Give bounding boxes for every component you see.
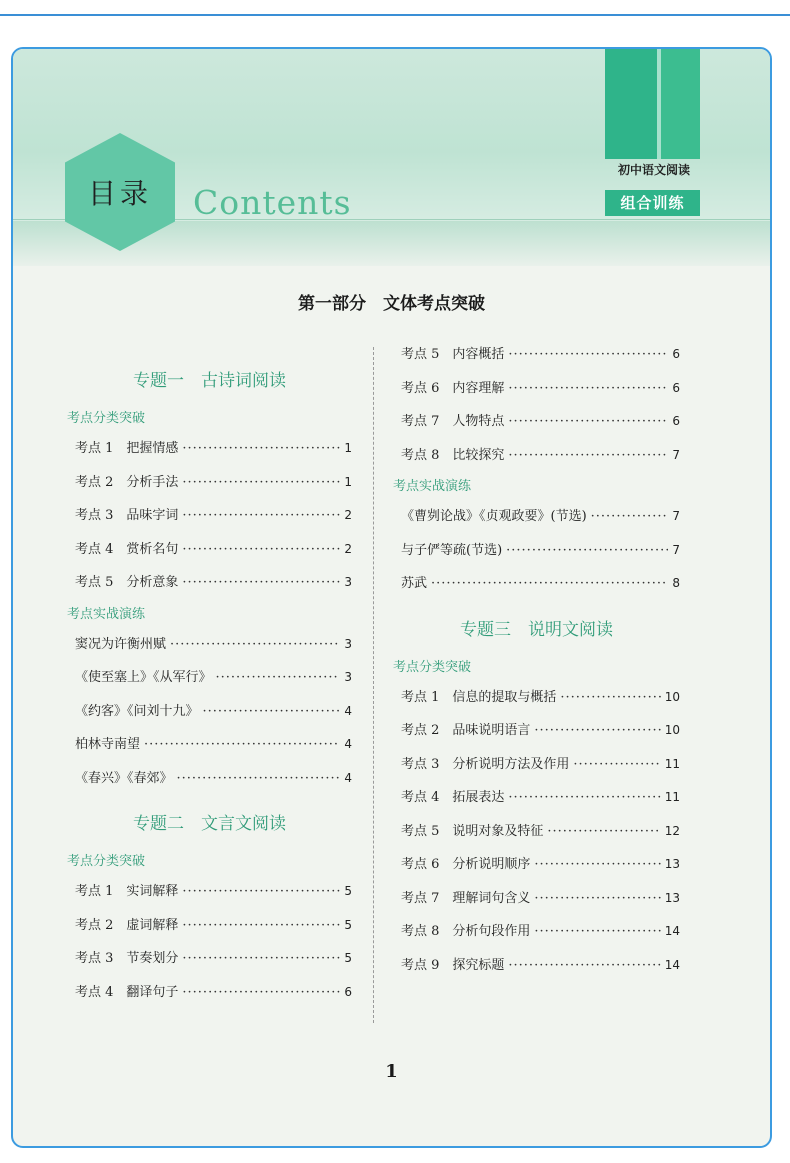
toc-entry-page: 4 — [344, 703, 352, 718]
series-tab — [605, 49, 700, 159]
toc-entry[interactable] — [393, 567, 680, 601]
leader-dots — [591, 500, 669, 534]
leader-dots — [182, 976, 340, 1010]
toc-entry-page: 6 — [672, 414, 680, 428]
toc-entry-label: 考点 3 分析说明方法及作用 — [401, 756, 570, 772]
leader-dots — [534, 915, 660, 949]
leader-dots — [182, 909, 340, 943]
toc-entry-label: 考点 8 比较探究 — [401, 447, 505, 463]
toc-entry-page: 12 — [664, 823, 680, 838]
topic-heading: 专题一 古诗词阅读 — [133, 371, 286, 391]
toc-entry-page: 8 — [672, 576, 680, 590]
leader-dots — [144, 728, 340, 762]
toc-entry[interactable] — [67, 875, 352, 909]
leader-dots — [177, 762, 341, 796]
toc-entry-page: 3 — [344, 636, 352, 651]
toc-entry[interactable] — [393, 338, 680, 372]
page-number: 1 — [385, 1061, 398, 1082]
topic-heading: 专题二 文言文阅读 — [133, 814, 286, 834]
toc-entry-label: 考点 5 说明对象及特征 — [401, 823, 544, 839]
toc-entry-label: 苏武 — [401, 576, 428, 591]
toc-entry-label: 窦况为许衡州赋 — [75, 636, 167, 652]
toc-entry-label: 考点 2 分析手法 — [75, 474, 179, 490]
leader-dots — [547, 815, 660, 849]
toc-entry[interactable] — [67, 533, 352, 567]
toc-entry[interactable] — [67, 976, 352, 1010]
leader-dots — [182, 533, 340, 567]
toc-entry[interactable] — [67, 432, 352, 466]
toc-entry-page: 11 — [664, 790, 680, 804]
toc-entry-label: 柏林寺南望 — [75, 737, 141, 752]
toc-entry-label: 考点 2 品味说明语言 — [401, 723, 531, 738]
section-heading: 考点分类突破 — [67, 411, 146, 426]
toc-entry-page: 14 — [664, 924, 680, 938]
leader-dots — [216, 661, 341, 695]
leader-dots — [182, 432, 340, 466]
leader-dots — [534, 714, 660, 748]
toc-entry-label: 考点 9 探究标题 — [401, 957, 505, 973]
toc-entry-page: 10 — [664, 723, 680, 737]
toc-entry-page: 2 — [344, 508, 352, 522]
section-heading: 考点实战演练 — [67, 606, 146, 622]
leader-dots — [560, 681, 660, 715]
toc-entry-label: 《约客》《问刘十九》 — [75, 703, 199, 719]
toc-entry[interactable] — [393, 405, 680, 439]
toc-entry-page: 14 — [664, 957, 680, 972]
toc-entry-page: 10 — [664, 689, 680, 704]
toc-entry[interactable] — [67, 628, 352, 662]
toc-entry[interactable] — [393, 882, 680, 916]
toc-entry[interactable] — [393, 781, 680, 815]
leader-dots — [182, 942, 340, 976]
toc-entry-page: 4 — [344, 770, 352, 785]
toc-entry-page: 4 — [344, 737, 352, 751]
leader-dots — [508, 372, 668, 406]
toc-entry-label: 考点 4 赏析名句 — [75, 541, 179, 557]
toc-entry-page: 5 — [344, 951, 352, 965]
right-column — [393, 338, 680, 982]
toc-entry-page: 6 — [672, 380, 680, 395]
left-column — [67, 352, 352, 1009]
toc-entry-label: 与子俨等疏(节选) — [401, 542, 503, 558]
toc-entry[interactable] — [393, 439, 680, 473]
toc-entry-page: 7 — [672, 542, 680, 557]
toc-entry-page: 7 — [672, 509, 680, 523]
series-tab-stripe — [657, 49, 661, 159]
toc-entry[interactable] — [67, 661, 352, 695]
toc-entry-page: 1 — [344, 441, 352, 455]
series-name: 初中语文阅读 — [617, 163, 690, 177]
toc-entry-label: 考点 6 分析说明顺序 — [401, 857, 531, 872]
toc-entry[interactable] — [393, 372, 680, 406]
toc-entry-label: 《曹刿论战》《贞观政要》(节选) — [401, 509, 587, 524]
section-heading: 考点实战演练 — [393, 479, 472, 494]
leader-dots — [431, 567, 668, 601]
leader-dots — [182, 499, 340, 533]
toc-entry[interactable] — [393, 714, 680, 748]
leader-dots — [534, 848, 660, 882]
leader-dots — [508, 949, 660, 983]
toc-entry-page: 11 — [664, 756, 680, 771]
toc-entry-label: 考点 7 人物特点 — [401, 414, 505, 429]
toc-entry-label: 考点 1 把握情感 — [75, 441, 179, 456]
toc-entry[interactable] — [67, 909, 352, 943]
toc-entry-label: 考点 8 分析句段作用 — [401, 924, 531, 939]
toc-entry-label: 考点 4 拓展表达 — [401, 790, 505, 805]
toc-entry[interactable] — [67, 499, 352, 533]
toc-entry[interactable] — [393, 949, 680, 983]
toc-entry-page: 13 — [664, 857, 680, 871]
leader-dots — [508, 338, 668, 372]
toc-entry-label: 考点 7 理解词句含义 — [401, 890, 531, 906]
page-title: 目录 — [87, 177, 152, 210]
toc-entry[interactable] — [67, 695, 352, 729]
toc-entry-page: 6 — [344, 984, 352, 999]
toc-entry[interactable] — [393, 815, 680, 849]
toc-entry-page: 5 — [344, 884, 352, 898]
column-divider — [373, 347, 374, 1023]
leader-dots — [182, 466, 340, 500]
contents-word: Contents — [193, 183, 352, 222]
toc-entry-label: 考点 3 节奏划分 — [75, 951, 179, 966]
toc-entry-label: 考点 6 内容理解 — [401, 380, 505, 396]
toc-entry-page: 3 — [344, 575, 352, 589]
page-frame — [11, 47, 772, 1148]
toc-entry-label: 《春兴》《春郊》 — [75, 770, 173, 786]
toc-entry-page: 5 — [344, 917, 352, 932]
top-rule — [0, 14, 790, 16]
part-title: 第一部分 文体考点突破 — [298, 294, 485, 314]
toc-entry-page: 13 — [664, 890, 680, 905]
leader-dots — [508, 781, 660, 815]
toc-entry-page: 2 — [344, 541, 352, 556]
toc-entry[interactable] — [67, 728, 352, 762]
leader-dots — [182, 875, 340, 909]
toc-entry-label: 考点 3 品味字词 — [75, 508, 179, 523]
toc-entry-label: 考点 5 内容概括 — [401, 347, 505, 362]
toc-entry-label: 考点 1 信息的提取与概括 — [401, 689, 557, 705]
toc-entry-page: 6 — [672, 347, 680, 361]
toc-entry[interactable] — [393, 848, 680, 882]
leader-dots — [182, 566, 340, 600]
toc-entry[interactable] — [393, 534, 680, 568]
toc-entry[interactable] — [393, 500, 680, 534]
leader-dots — [534, 882, 660, 916]
leader-dots — [508, 405, 668, 439]
toc-entry-label: 考点 2 虚词解释 — [75, 917, 179, 933]
toc-entry[interactable] — [393, 681, 680, 715]
toc-entry-page: 7 — [672, 447, 680, 462]
toc-entry-page: 3 — [344, 670, 352, 684]
leader-dots — [506, 534, 668, 568]
toc-entry[interactable] — [393, 748, 680, 782]
leader-dots — [170, 628, 340, 662]
section-heading: 考点分类突破 — [67, 854, 146, 869]
toc-entry[interactable] — [67, 566, 352, 600]
toc-entry[interactable] — [67, 762, 352, 796]
leader-dots — [573, 748, 660, 782]
toc-entry[interactable] — [67, 466, 352, 500]
toc-entry-page: 1 — [344, 474, 352, 489]
series-subtitle: 组合训练 — [605, 190, 700, 216]
toc-entry-label: 《使至塞上》《从军行》 — [75, 670, 212, 685]
toc-entry[interactable] — [67, 942, 352, 976]
leader-dots — [203, 695, 341, 729]
section-heading: 考点分类突破 — [393, 659, 472, 675]
leader-dots — [508, 439, 668, 473]
toc-entry-label: 考点 4 翻译句子 — [75, 984, 179, 1000]
topic-heading: 专题三 说明文阅读 — [460, 619, 613, 640]
toc-entry-label: 考点 5 分析意象 — [75, 575, 179, 590]
toc-entry[interactable] — [393, 915, 680, 949]
toc-entry-label: 考点 1 实词解释 — [75, 884, 179, 899]
